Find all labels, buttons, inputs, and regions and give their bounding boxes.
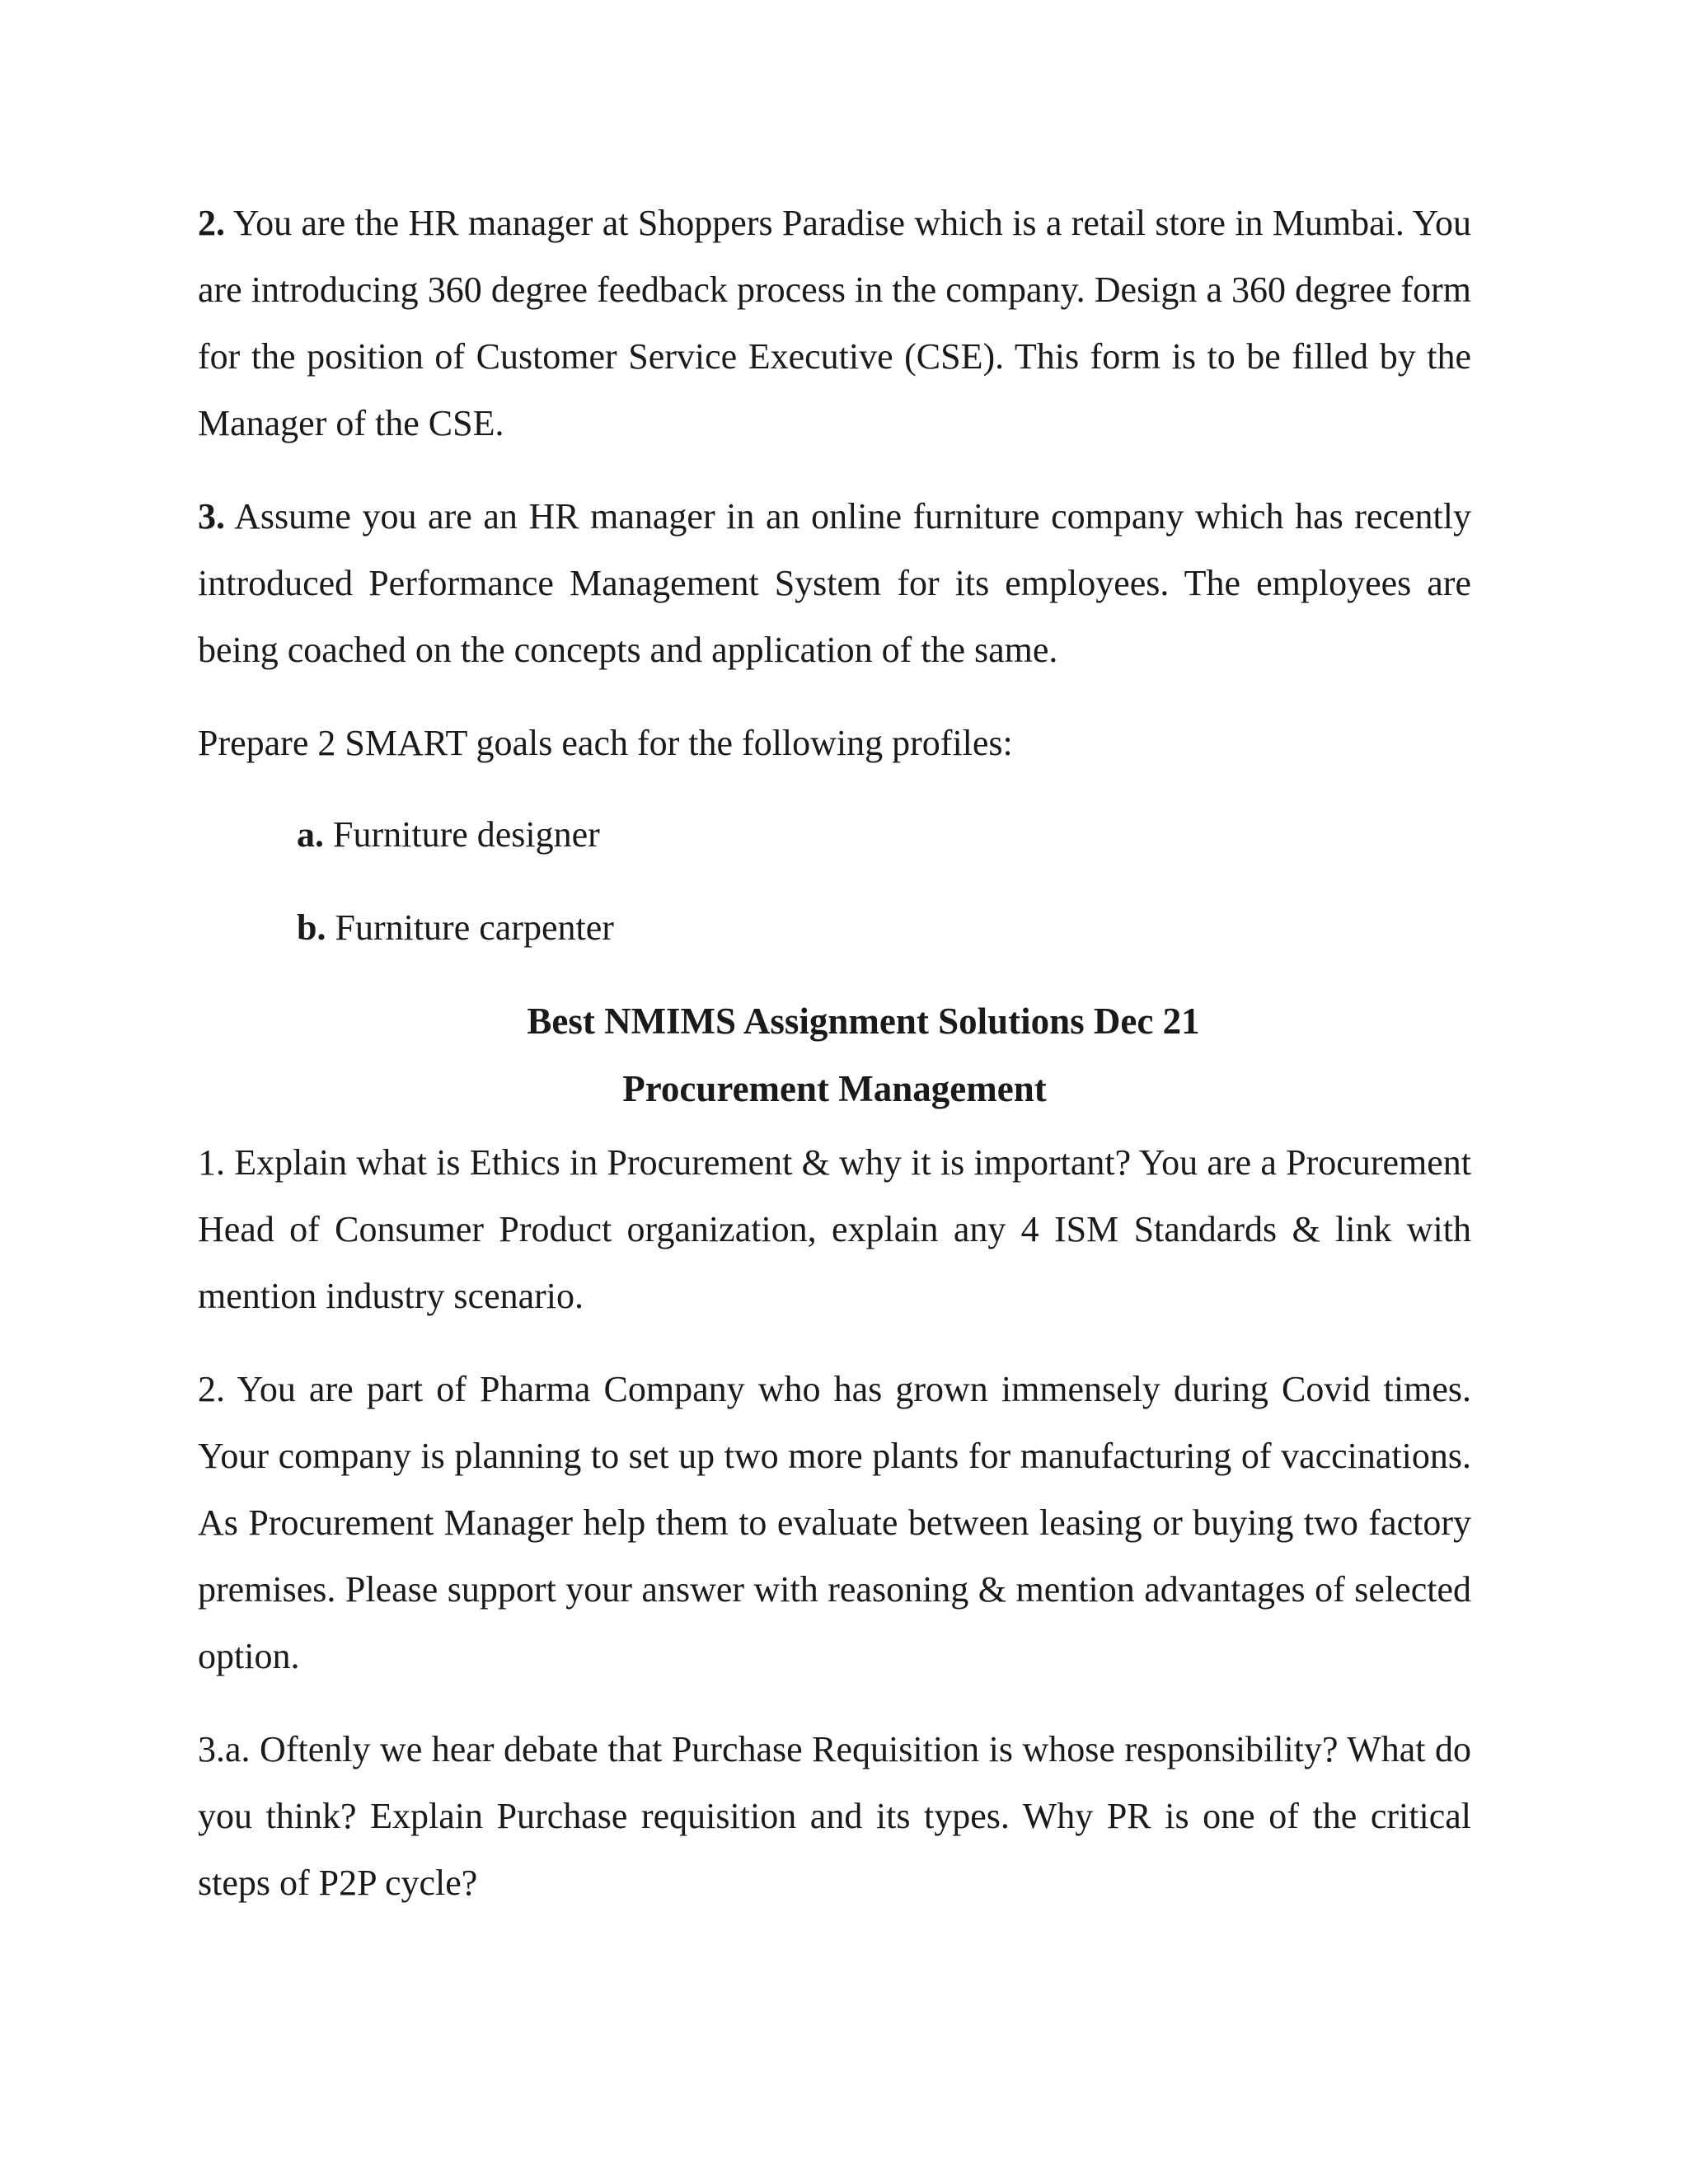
question-number: 2. xyxy=(198,203,225,243)
profile-letter: a. xyxy=(297,814,324,855)
profile-text: Furniture carpenter xyxy=(326,907,614,948)
profile-item-carpenter xyxy=(198,894,1471,961)
question-ethics-procurement: 1. Explain what is Ethics in Procurement & why it is important? You are a Procurement Head of Consumer Product organization, explain any 4 ISM Standards & link with mention industry scenario. xyxy=(198,1142,1471,1316)
question-purchase-requisition: 3.a. Oftenly we hear debate that Purchase Requisition is whose responsibility? What do you think? Explain Purchase requisition and its types. Why PR is one of the critical steps of P2P cycle? xyxy=(198,1729,1471,1903)
question-text: Assume you are an HR manager in an online furniture company which has recently introduced Performance Management System for its employees. The employees are being coached on the concepts and application of the same. xyxy=(198,496,1471,670)
section-subheading: Procurement Management xyxy=(622,1068,1047,1109)
profile-item-designer xyxy=(198,801,1471,868)
document-body xyxy=(198,190,1471,1943)
question-text: You are the HR manager at Shoppers Paradise which is a retail store in Mumbai. You are introducing 360 degree feedback process in the company. Design a 360 degree form for the position of Customer Service Executive (CSE). This form is to be filled by the Manager of the CSE. xyxy=(198,203,1471,443)
section-heading: Best NMIMS Assignment Solutions Dec 21 xyxy=(527,1001,1200,1042)
question-hr-360 xyxy=(198,190,1471,457)
question-leasing-buying: 2. You are part of Pharma Company who has grown immensely during Covid times. Your company is planning to set up two more plants for manufacturing of vaccinations. As Procurement Manager help them to evaluate between leasing or buying two factory premises. Please support your answer with reasoning & mention advantages of selected option. xyxy=(198,1369,1471,1676)
profile-text: Furniture designer xyxy=(324,814,600,855)
profile-letter: b. xyxy=(297,907,326,948)
smart-goals-prompt: Prepare 2 SMART goals each for the following profiles: xyxy=(198,723,1013,763)
question-number: 3. xyxy=(198,496,225,537)
question-pms xyxy=(198,483,1471,683)
